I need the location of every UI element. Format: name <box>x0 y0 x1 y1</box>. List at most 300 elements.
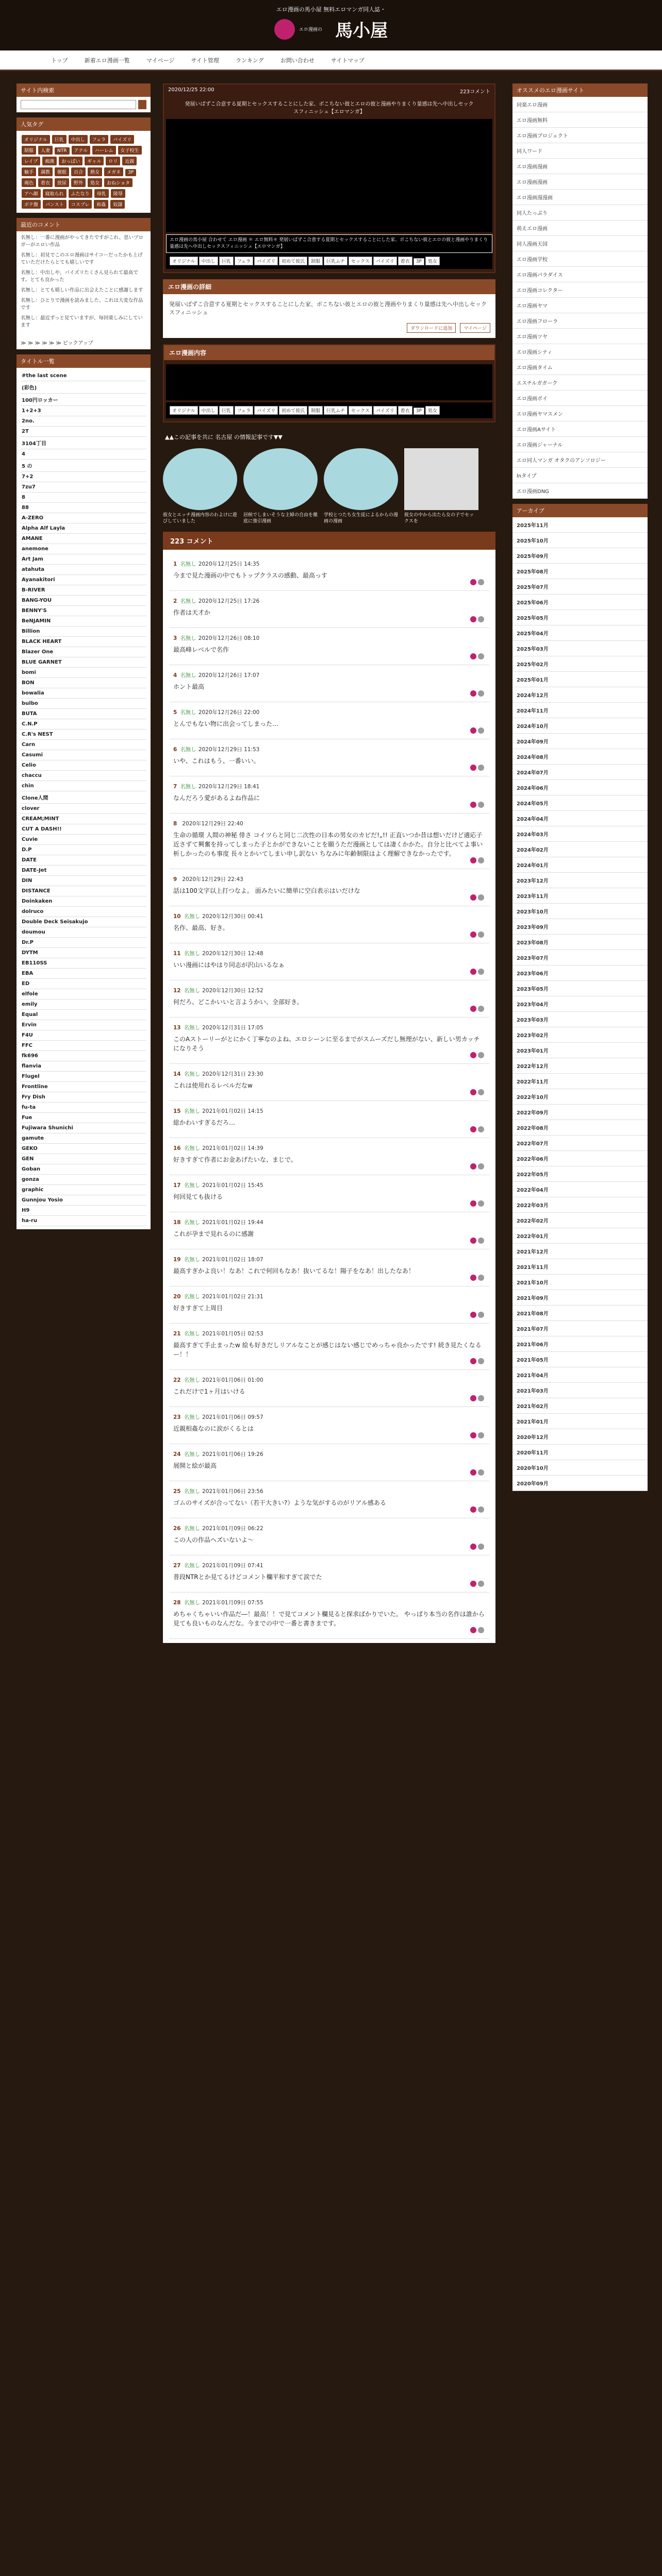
comment-number[interactable]: 17 <box>173 1182 181 1189</box>
title-item[interactable]: gonza <box>21 1175 146 1185</box>
title-item[interactable]: elfole <box>21 989 146 999</box>
thumb-down-icon[interactable] <box>478 579 484 585</box>
archive-month[interactable]: 2024年06月 <box>512 780 648 795</box>
thumb-down-icon[interactable] <box>478 931 484 938</box>
archive-month[interactable]: 2020年12月 <box>512 1429 648 1445</box>
comment-number[interactable]: 7 <box>173 784 177 790</box>
rec-site[interactable]: エロ漫画ヤマスメン <box>512 406 648 421</box>
archive-month[interactable]: 2024年01月 <box>512 857 648 873</box>
title-item[interactable]: Blazer One <box>21 647 146 657</box>
tag-chip[interactable]: 熟女 <box>88 167 102 176</box>
tag-chip[interactable]: 巨乳 <box>52 135 67 144</box>
rec-site[interactable]: エロ漫画タイム <box>512 360 648 375</box>
title-item[interactable]: 7zu7 <box>21 482 146 493</box>
rec-site[interactable]: 同人たっぷり <box>512 205 648 221</box>
title-item[interactable]: H9 <box>21 1206 146 1216</box>
thumb-up-icon[interactable] <box>470 765 476 771</box>
article-tag[interactable]: 初めて彼氏 <box>279 406 307 415</box>
thumb-up-icon[interactable] <box>470 1581 476 1587</box>
title-item[interactable]: 1+2+3 <box>21 406 146 416</box>
archive-month[interactable]: 2025年09月 <box>512 548 648 564</box>
archive-month[interactable]: 2021年01月 <box>512 1414 648 1429</box>
thumb-down-icon[interactable] <box>478 969 484 975</box>
comment-number[interactable]: 25 <box>173 1488 181 1495</box>
thumb-down-icon[interactable] <box>478 616 484 622</box>
archive-month[interactable]: 2022年04月 <box>512 1182 648 1197</box>
title-item[interactable]: Fujiwara Shunichi <box>21 1123 146 1133</box>
thumb-down-icon[interactable] <box>478 1432 484 1438</box>
archive-month[interactable]: 2024年05月 <box>512 795 648 811</box>
title-item[interactable]: C.R's NEST <box>21 730 146 740</box>
article-tag[interactable]: 巨乳ムチ <box>324 406 347 415</box>
archive-month[interactable]: 2022年07月 <box>512 1136 648 1151</box>
article-tag[interactable]: 巨乳 <box>219 257 234 265</box>
article-tag[interactable]: 制服 <box>308 406 323 415</box>
add-download-button[interactable]: ダウンロードに追加 <box>407 323 456 333</box>
rec-site[interactable]: 同人漫画天国 <box>512 236 648 251</box>
archive-month[interactable]: 2023年11月 <box>512 888 648 904</box>
title-item[interactable]: atahuta <box>21 565 146 575</box>
title-item[interactable]: Goban <box>21 1164 146 1175</box>
tag-chip[interactable]: 寝取られ <box>43 189 67 198</box>
thumb-down-icon[interactable] <box>478 765 484 771</box>
thumb-down-icon[interactable] <box>478 1052 484 1058</box>
comment-number[interactable]: 1 <box>173 561 177 567</box>
tag-chip[interactable]: ふたなり <box>69 189 92 198</box>
title-item[interactable]: doumou <box>21 927 146 938</box>
thumb-down-icon[interactable] <box>478 1469 484 1476</box>
article-tag[interactable]: 中出し <box>199 406 218 415</box>
tag-chip[interactable]: ギャル <box>85 157 104 165</box>
thumb-down-icon[interactable] <box>478 1312 484 1318</box>
archive-month[interactable]: 2024年04月 <box>512 811 648 826</box>
archive-month[interactable]: 2022年03月 <box>512 1197 648 1213</box>
title-item[interactable]: Clone人間 <box>21 791 146 804</box>
search-button[interactable] <box>138 100 146 109</box>
title-item[interactable]: Alpha Alf Layla <box>21 523 146 534</box>
archive-month[interactable]: 2023年05月 <box>512 981 648 996</box>
title-item[interactable]: clover <box>21 804 146 814</box>
thumb-down-icon[interactable] <box>478 894 484 901</box>
thumb-up-icon[interactable] <box>470 1200 476 1207</box>
archive-month[interactable]: 2024年12月 <box>512 687 648 703</box>
rec-site[interactable]: エロ漫画パラダイス <box>512 267 648 282</box>
title-item[interactable]: gamute <box>21 1133 146 1144</box>
site-logo[interactable] <box>274 16 388 42</box>
rec-site[interactable]: エロ漫画漫画 <box>512 159 648 174</box>
archive-month[interactable]: 2025年10月 <box>512 533 648 548</box>
title-item[interactable]: Dr.P <box>21 938 146 948</box>
title-item[interactable]: Carn <box>21 740 146 750</box>
nav-item[interactable]: マイページ <box>146 57 175 64</box>
tag-chip[interactable]: レイプ <box>22 157 40 165</box>
thumb-down-icon[interactable] <box>478 1395 484 1401</box>
archive-month[interactable]: 2024年09月 <box>512 734 648 749</box>
archive-month[interactable]: 2022年12月 <box>512 1058 648 1074</box>
tag-chip[interactable]: コスプレ <box>69 200 92 209</box>
archive-month[interactable]: 2021年06月 <box>512 1336 648 1352</box>
title-item[interactable]: AMANE <box>21 534 146 544</box>
rec-site[interactable]: lnタイプ <box>512 468 648 483</box>
tag-chip[interactable]: 人妻 <box>38 146 53 155</box>
title-item[interactable]: anemone <box>21 544 146 554</box>
tag-chip[interactable]: 催眠 <box>55 167 69 176</box>
rec-site[interactable]: エロ漫画学校 <box>512 251 648 267</box>
title-item[interactable]: Fry Dish <box>21 1092 146 1103</box>
archive-month[interactable]: 2023年04月 <box>512 996 648 1012</box>
thumb-up-icon[interactable] <box>470 857 476 863</box>
rec-site[interactable]: エロ漫画無料 <box>512 112 648 128</box>
article-tag[interactable]: 巨乳 <box>219 406 234 415</box>
rec-site[interactable]: エロ漫画ツヤ <box>512 329 648 344</box>
comment-number[interactable]: 23 <box>173 1414 181 1420</box>
tag-chip[interactable]: アナル <box>72 146 91 155</box>
tag-chip[interactable]: パンスト <box>43 200 67 209</box>
archive-month[interactable]: 2021年07月 <box>512 1321 648 1336</box>
archive-month[interactable]: 2022年09月 <box>512 1105 648 1120</box>
title-item[interactable]: fu-ta <box>21 1103 146 1113</box>
title-item[interactable]: CUT A DASH!! <box>21 824 146 835</box>
related-thumb[interactable] <box>163 448 237 510</box>
comment-number[interactable]: 12 <box>173 988 181 994</box>
title-item[interactable]: C.N.P <box>21 719 146 730</box>
title-item[interactable]: Ayanakitori <box>21 575 146 585</box>
tag-chip[interactable]: 和姦 <box>94 200 108 209</box>
recent-comment[interactable]: 名無し：一番に漫画がやってきたですがこれ、思いブロガーがエロい作品 <box>21 235 144 248</box>
archive-month[interactable]: 2021年09月 <box>512 1290 648 1306</box>
thumb-down-icon[interactable] <box>478 1238 484 1244</box>
comment-number[interactable]: 8 <box>173 821 177 827</box>
rec-site[interactable]: 同人ワード <box>512 143 648 159</box>
archive-month[interactable]: 2022年08月 <box>512 1120 648 1136</box>
nav-item[interactable]: トップ <box>51 57 68 64</box>
title-item[interactable]: D.P <box>21 845 146 855</box>
thumb-up-icon[interactable] <box>470 1052 476 1058</box>
thumb-down-icon[interactable] <box>478 690 484 697</box>
comment-number[interactable]: 13 <box>173 1025 181 1031</box>
thumb-down-icon[interactable] <box>478 1275 484 1281</box>
archive-month[interactable]: 2024年07月 <box>512 765 648 780</box>
tag-chip[interactable]: おっぱい <box>59 157 82 165</box>
article-tag[interactable]: パイズリ <box>254 257 278 265</box>
tag-chip[interactable]: 中出し <box>69 135 88 144</box>
title-item[interactable]: DISTANCE <box>21 886 146 896</box>
rec-site[interactable]: エロ漫画ヤマ <box>512 298 648 313</box>
comment-number[interactable]: 10 <box>173 913 181 920</box>
tag-chip[interactable]: 女子校生 <box>118 146 142 155</box>
title-item[interactable]: 2T <box>21 427 146 437</box>
recent-more[interactable]: ≫ ≫ ≫ ≫ ≫ ≫ ピックアップ <box>21 341 93 346</box>
related-title[interactable]: 居候でしまいそうな主婦の自由を徹底に強引漫画 <box>243 513 318 524</box>
tag-chip[interactable]: パイズリ <box>110 135 134 144</box>
related-thumb[interactable] <box>324 448 398 510</box>
thumb-down-icon[interactable] <box>478 1089 484 1095</box>
nav-item[interactable]: ランキング <box>236 57 264 64</box>
comment-number[interactable]: 26 <box>173 1526 181 1532</box>
rec-site[interactable]: エロ漫画ポイ <box>512 391 648 406</box>
search-input[interactable] <box>21 100 136 109</box>
title-item[interactable]: Art Jam <box>21 554 146 565</box>
thumb-up-icon[interactable] <box>470 1358 476 1364</box>
rec-site[interactable]: エロ同人マンガ オタクのアンソロジー <box>512 452 648 468</box>
comment-number[interactable]: 3 <box>173 635 177 641</box>
thumb-up-icon[interactable] <box>470 579 476 585</box>
archive-month[interactable]: 2024年08月 <box>512 749 648 765</box>
comment-number[interactable]: 15 <box>173 1108 181 1114</box>
thumb-down-icon[interactable] <box>478 1200 484 1207</box>
tag-chip[interactable]: ロリ <box>106 157 120 165</box>
tag-chip[interactable]: 褐色 <box>22 178 36 187</box>
rec-site[interactable]: エロ漫画漫漫画 <box>512 190 648 205</box>
title-item[interactable]: bulbo <box>21 699 146 709</box>
title-item[interactable]: Gunnjou Yosio <box>21 1195 146 1206</box>
related-title[interactable]: 彼女とエッチ漫画内容のわよけに遊びしていました <box>163 513 237 524</box>
archive-month[interactable]: 2022年06月 <box>512 1151 648 1166</box>
archive-month[interactable]: 2021年05月 <box>512 1352 648 1367</box>
title-item[interactable]: DATE <box>21 855 146 866</box>
recent-comment[interactable]: 名無し：中出しや、パイズリたくさん見られて最高です。とても良かった <box>21 270 138 283</box>
title-item[interactable]: emily <box>21 999 146 1010</box>
thumb-down-icon[interactable] <box>478 727 484 734</box>
title-item[interactable]: CREAM;MINT <box>21 814 146 824</box>
content-image[interactable] <box>166 364 492 400</box>
thumb-up-icon[interactable] <box>470 1395 476 1401</box>
archive-month[interactable]: 2021年03月 <box>512 1383 648 1398</box>
article-tag[interactable]: 3P <box>413 408 424 415</box>
rec-site[interactable]: エロ漫画シティ <box>512 344 648 360</box>
thumb-up-icon[interactable] <box>470 1089 476 1095</box>
comment-number[interactable]: 24 <box>173 1451 181 1458</box>
title-item[interactable]: ED <box>21 979 146 989</box>
title-item[interactable]: 8 <box>21 493 146 503</box>
title-item[interactable]: F4U <box>21 1030 146 1041</box>
archive-month[interactable]: 2024年03月 <box>512 826 648 842</box>
thumb-up-icon[interactable] <box>470 1312 476 1318</box>
article-tag[interactable]: パイズリ <box>373 257 397 265</box>
thumb-up-icon[interactable] <box>470 1275 476 1281</box>
article-image[interactable] <box>166 119 492 232</box>
title-item[interactable]: Double Deck Seisakujo <box>21 917 146 927</box>
title-item[interactable]: (彩色) <box>21 381 146 394</box>
tag-chip[interactable]: フェラ <box>90 135 109 144</box>
article-tag[interactable]: 処女 <box>425 257 440 265</box>
archive-month[interactable]: 2022年10月 <box>512 1089 648 1105</box>
article-tag[interactable]: セックス <box>349 406 372 415</box>
title-item[interactable]: DIN <box>21 876 146 886</box>
tag-chip[interactable]: 奴隷 <box>110 200 125 209</box>
archive-month[interactable]: 2025年08月 <box>512 564 648 579</box>
title-item[interactable]: 2no. <box>21 416 146 427</box>
archive-month[interactable]: 2022年01月 <box>512 1228 648 1244</box>
tag-chip[interactable]: 処女 <box>88 178 102 187</box>
title-item[interactable]: FFC <box>21 1041 146 1051</box>
archive-month[interactable]: 2023年02月 <box>512 1027 648 1043</box>
thumb-up-icon[interactable] <box>470 1126 476 1132</box>
thumb-down-icon[interactable] <box>478 1506 484 1513</box>
archive-month[interactable]: 2023年07月 <box>512 950 648 965</box>
thumb-up-icon[interactable] <box>470 1506 476 1513</box>
rec-site[interactable]: 同楽エロ漫画 <box>512 97 648 112</box>
rec-site[interactable]: エロ漫画Aサイト <box>512 421 648 437</box>
title-item[interactable]: Frontline <box>21 1082 146 1092</box>
article-tag[interactable]: 初めて彼氏 <box>279 257 307 265</box>
thumb-down-icon[interactable] <box>478 1627 484 1633</box>
archive-month[interactable]: 2025年02月 <box>512 656 648 672</box>
archive-month[interactable]: 2022年02月 <box>512 1213 648 1228</box>
related-thumb[interactable] <box>404 448 478 510</box>
title-item[interactable]: EB110SS <box>21 958 146 969</box>
title-item[interactable]: Ervin <box>21 1020 146 1030</box>
title-item[interactable]: bowalia <box>21 688 146 699</box>
archive-month[interactable]: 2025年06月 <box>512 595 648 610</box>
rec-site[interactable]: 萌えエロ漫画 <box>512 221 648 236</box>
title-item[interactable]: flanvia <box>21 1061 146 1072</box>
article-tag[interactable]: 中出し <box>199 257 218 265</box>
article-tag[interactable]: 巨乳ムチ <box>324 257 347 265</box>
title-item[interactable]: EBA <box>21 969 146 979</box>
tag-chip[interactable]: 3P <box>125 169 136 176</box>
title-item[interactable]: Celio <box>21 760 146 771</box>
rec-site[interactable]: エロ漫画フローラ <box>512 313 648 329</box>
title-item[interactable]: fk696 <box>21 1051 146 1061</box>
comment-number[interactable]: 14 <box>173 1071 181 1077</box>
related-title[interactable]: 彼女の中から出たら女の子でセックスを <box>404 513 474 524</box>
title-item[interactable]: Flugel <box>21 1072 146 1082</box>
comment-number[interactable]: 11 <box>173 951 181 957</box>
article-tag[interactable]: セックス <box>349 257 372 265</box>
related-item[interactable] <box>404 448 478 524</box>
recent-comment[interactable]: 名無し：最近ずっと見ていますが、毎回楽しみにしています <box>21 315 143 328</box>
title-item[interactable]: Cuvie <box>21 835 146 845</box>
thumb-down-icon[interactable] <box>478 1163 484 1170</box>
title-item[interactable]: 5 の <box>21 460 146 472</box>
comment-number[interactable]: 4 <box>173 672 177 679</box>
title-item[interactable]: BANG-YOU <box>21 596 146 606</box>
comment-number[interactable]: 16 <box>173 1145 181 1151</box>
archive-month[interactable]: 2025年11月 <box>512 517 648 533</box>
archive-month[interactable]: 2023年06月 <box>512 965 648 981</box>
article-tag[interactable]: 処女 <box>425 406 440 415</box>
mypage-button[interactable]: マイページ <box>460 323 490 333</box>
title-item[interactable]: Doinkaken <box>21 896 146 907</box>
comment-number[interactable]: 20 <box>173 1294 181 1300</box>
title-item[interactable]: dolruco <box>21 907 146 917</box>
archive-month[interactable]: 2021年12月 <box>512 1244 648 1259</box>
tag-chip[interactable]: 痴漢 <box>42 157 57 165</box>
article-tag[interactable]: フェラ <box>235 406 254 415</box>
title-item[interactable]: BLACK HEART <box>21 637 146 647</box>
title-item[interactable]: chin <box>21 781 146 791</box>
tag-chip[interactable]: おねショタ <box>104 178 133 187</box>
thumb-down-icon[interactable] <box>478 1581 484 1587</box>
comment-number[interactable]: 9 <box>173 876 177 883</box>
archive-month[interactable]: 2024年10月 <box>512 718 648 734</box>
rec-site[interactable]: エロ漫画ブロジェクト <box>512 128 648 143</box>
comment-number[interactable]: 6 <box>173 747 177 753</box>
title-item[interactable]: 88 <box>21 503 146 513</box>
title-item[interactable]: GEKO <box>21 1144 146 1154</box>
title-item[interactable]: BUTA <box>21 709 146 719</box>
title-item[interactable]: 3104丁目 <box>21 437 146 449</box>
archive-month[interactable]: 2025年07月 <box>512 579 648 595</box>
title-item[interactable]: 100円ロッカー <box>21 394 146 406</box>
archive-month[interactable]: 2024年02月 <box>512 842 648 857</box>
archive-month[interactable]: 2023年03月 <box>512 1012 648 1027</box>
article-tag[interactable]: パイズリ <box>254 406 278 415</box>
thumb-up-icon[interactable] <box>470 1238 476 1244</box>
recent-comment[interactable]: 名無し：とても嬉しい作品に出会えたことに感謝します <box>21 287 143 293</box>
title-item[interactable]: DYTM <box>21 948 146 958</box>
title-item[interactable]: BeNJAMIN <box>21 616 146 626</box>
title-item[interactable]: graphic <box>21 1185 146 1195</box>
tag-chip[interactable]: NTR <box>55 147 69 155</box>
comment-number[interactable]: 27 <box>173 1563 181 1569</box>
nav-item[interactable]: サイトマップ <box>330 57 365 64</box>
tag-chip[interactable]: メガネ <box>104 167 123 176</box>
article-tag[interactable]: オリジナル <box>170 406 198 415</box>
tag-chip[interactable]: 着衣 <box>38 178 53 187</box>
archive-month[interactable]: 2025年01月 <box>512 672 648 687</box>
archive-month[interactable]: 2021年10月 <box>512 1275 648 1290</box>
archive-month[interactable]: 2021年08月 <box>512 1306 648 1321</box>
thumb-down-icon[interactable] <box>478 1006 484 1012</box>
title-item[interactable]: chaccu <box>21 771 146 781</box>
rec-site[interactable]: エロ漫画ジャーナル <box>512 437 648 452</box>
tag-chip[interactable]: 放尿 <box>55 178 69 187</box>
nav-item[interactable]: サイト管理 <box>191 57 219 64</box>
comment-number[interactable]: 2 <box>173 598 177 604</box>
archive-month[interactable]: 2024年11月 <box>512 703 648 718</box>
thumb-up-icon[interactable] <box>470 1432 476 1438</box>
title-item[interactable]: ha-ru <box>21 1216 146 1226</box>
tag-chip[interactable]: 母乳 <box>94 189 109 198</box>
tag-chip[interactable]: 調教 <box>38 167 53 176</box>
tag-chip[interactable]: ボテ腹 <box>22 200 41 209</box>
archive-month[interactable]: 2025年04月 <box>512 625 648 641</box>
thumb-up-icon[interactable] <box>470 1006 476 1012</box>
article-tag[interactable]: パイズリ <box>373 406 397 415</box>
tag-chip[interactable]: アヘ顔 <box>22 189 41 198</box>
thumb-up-icon[interactable] <box>470 653 476 659</box>
title-item[interactable]: Fue <box>21 1113 146 1123</box>
comment-number[interactable]: 18 <box>173 1219 181 1226</box>
title-item[interactable]: 7+2 <box>21 472 146 482</box>
archive-month[interactable]: 2022年05月 <box>512 1166 648 1182</box>
nav-item[interactable]: 新着エロ漫画一覧 <box>84 57 130 64</box>
tag-chip[interactable]: オリジナル <box>22 135 50 144</box>
archive-month[interactable]: 2025年05月 <box>512 610 648 625</box>
recent-comment[interactable]: 名無し：初見でこのエロ漫画はサイコーだったかも上げていただけたらとても嬉しいです <box>21 252 143 265</box>
archive-month[interactable]: 2023年01月 <box>512 1043 648 1058</box>
comment-number[interactable]: 19 <box>173 1257 181 1263</box>
related-item[interactable] <box>163 448 237 524</box>
thumb-down-icon[interactable] <box>478 857 484 863</box>
archive-month[interactable]: 2020年11月 <box>512 1445 648 1460</box>
thumb-up-icon[interactable] <box>470 1544 476 1550</box>
thumb-up-icon[interactable] <box>470 727 476 734</box>
nav-item[interactable]: お問い合わせ <box>280 57 315 64</box>
thumb-up-icon[interactable] <box>470 1163 476 1170</box>
archive-month[interactable]: 2023年10月 <box>512 904 648 919</box>
title-item[interactable]: DATE-Jet <box>21 866 146 876</box>
archive-month[interactable]: 2021年11月 <box>512 1259 648 1275</box>
thumb-down-icon[interactable] <box>478 1358 484 1364</box>
archive-month[interactable]: 2021年02月 <box>512 1398 648 1414</box>
comment-number[interactable]: 21 <box>173 1331 181 1337</box>
title-item[interactable]: Casumi <box>21 750 146 760</box>
archive-month[interactable]: 2023年12月 <box>512 873 648 888</box>
title-item[interactable]: BENNY'S <box>21 606 146 616</box>
